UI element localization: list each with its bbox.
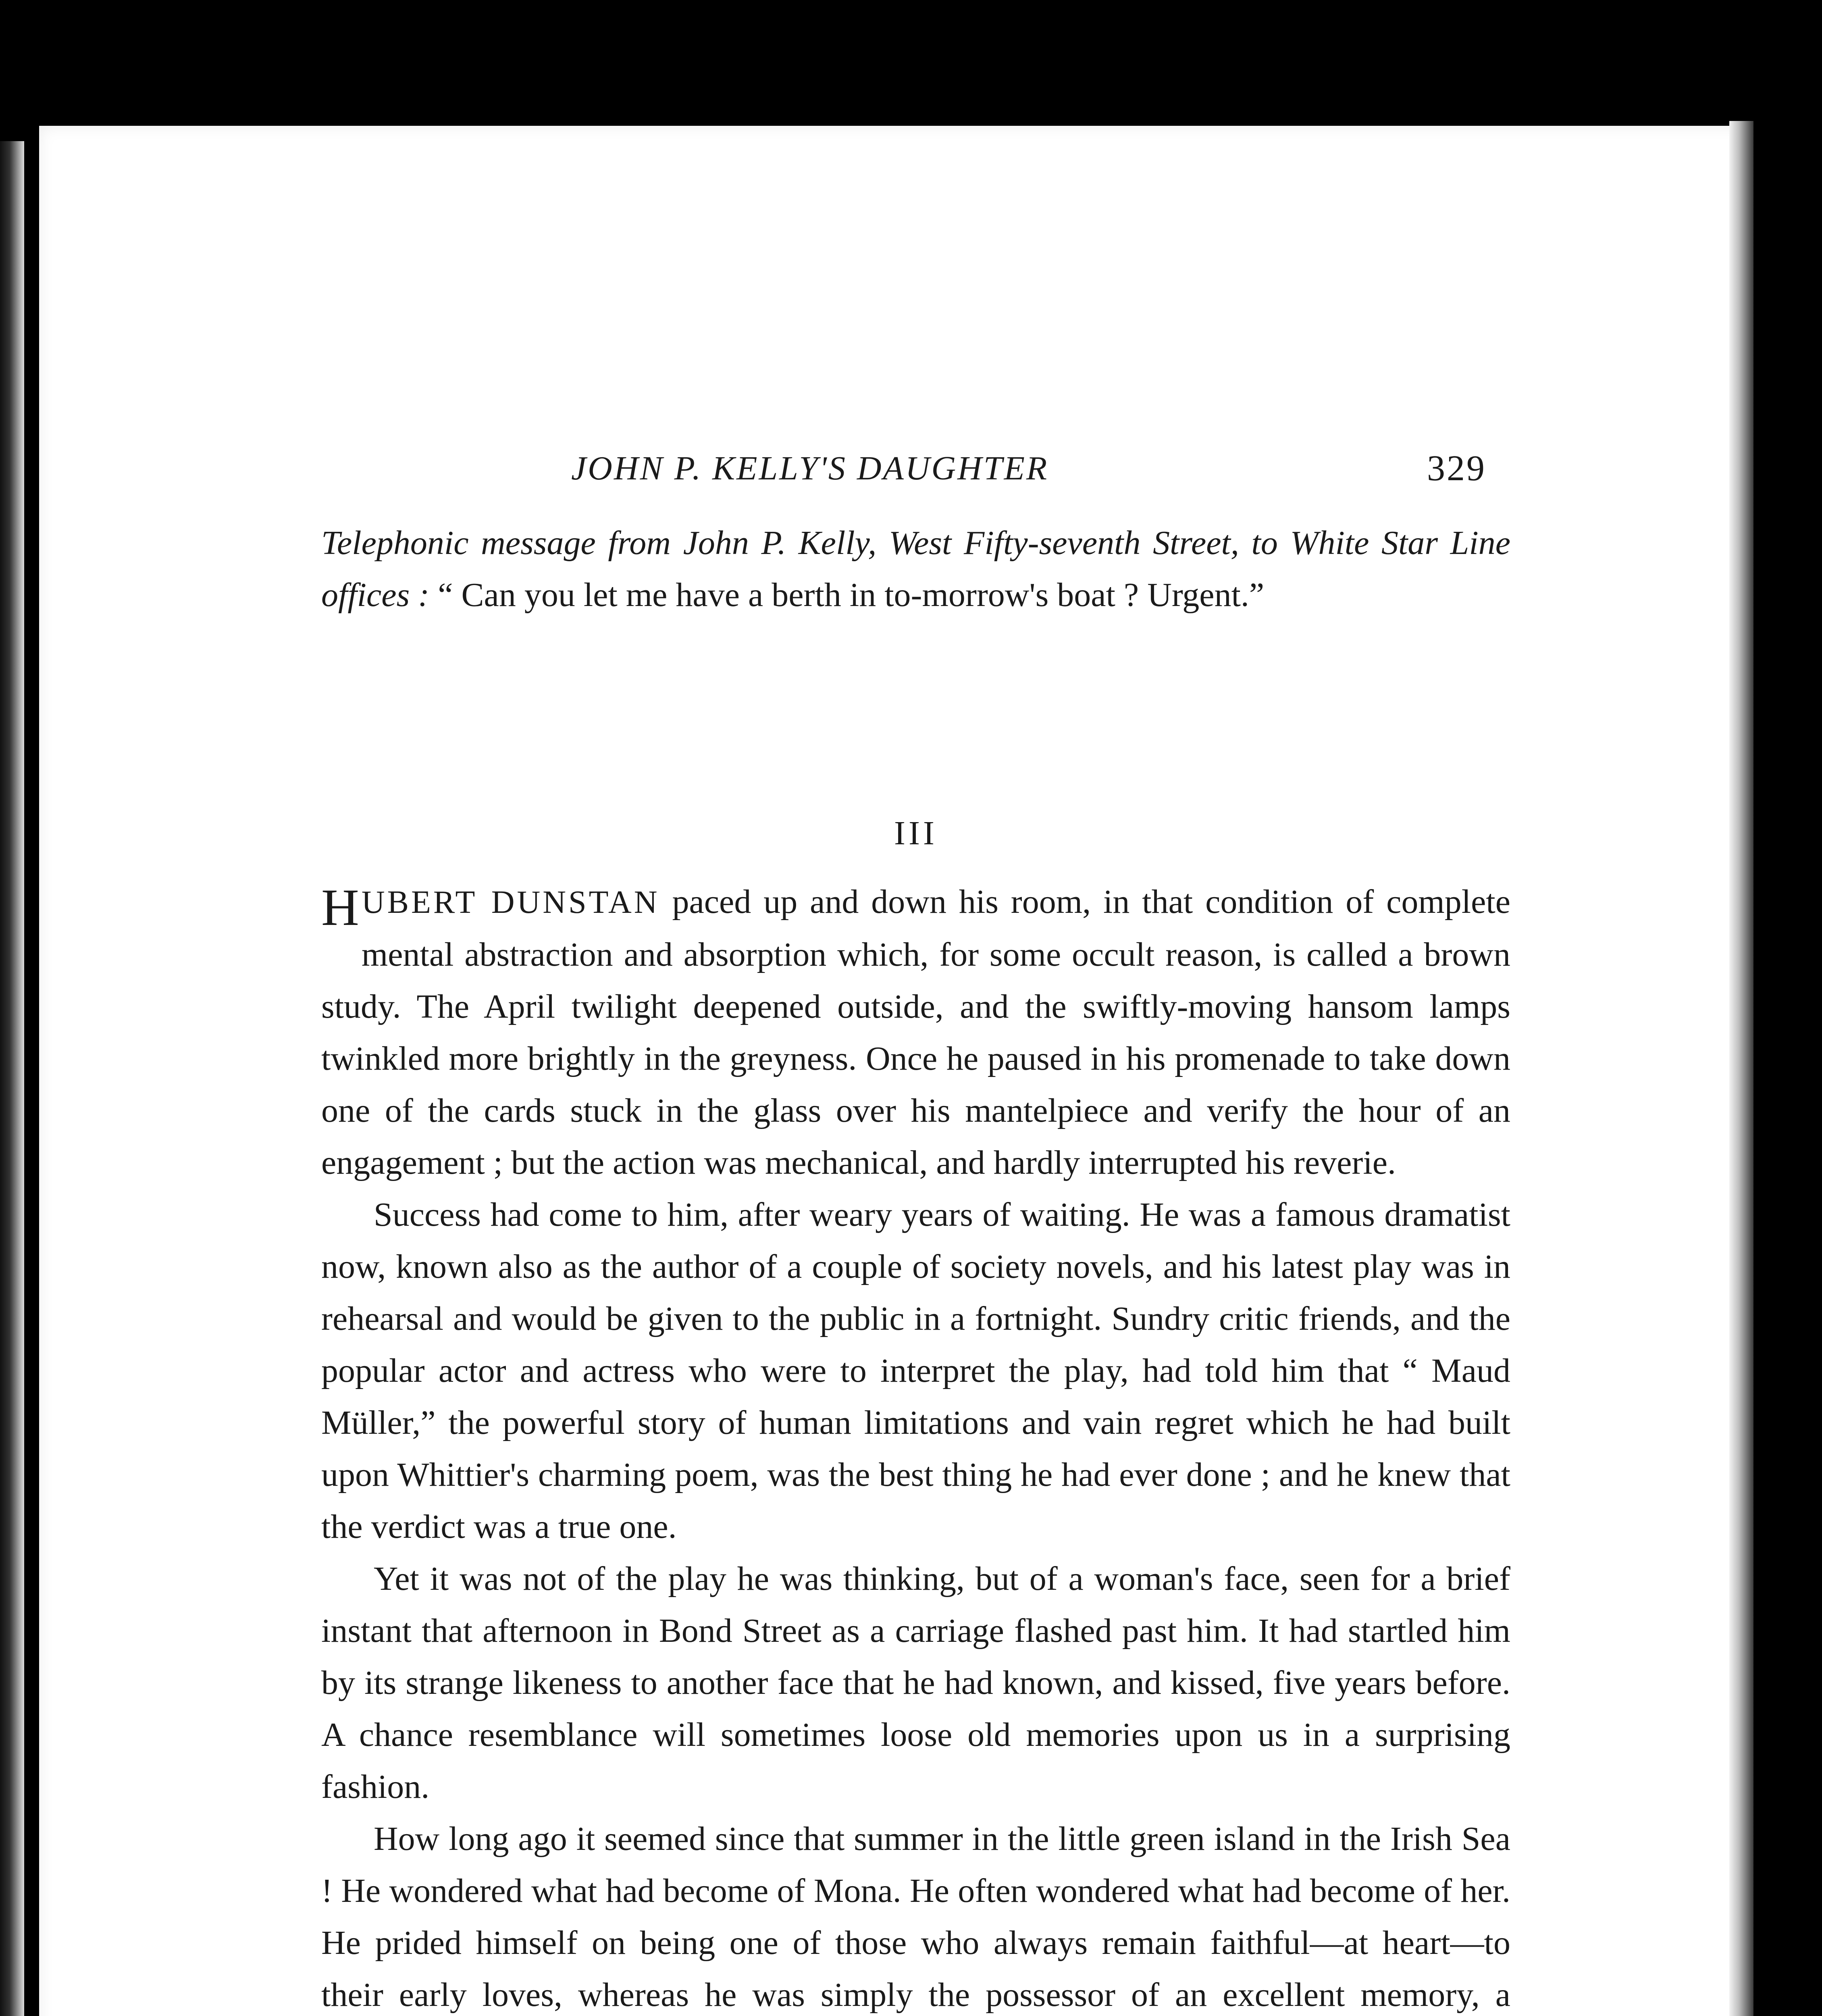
paragraph-4: How long ago it seemed since that summer in the little green island in the Irish Sea ! He wondered what had become of Mona. He often wondered what had become of her. He prided himself on being one of those who always remain faithful—at heart—to their early loves, whereas he was simply the possessor of an excellent memory, a	[321, 1820, 1510, 2014]
telephone-message	[321, 517, 1510, 621]
page-left-shadow	[0, 141, 24, 2016]
drop-cap: H	[321, 879, 359, 937]
page-right-edge	[1729, 121, 1753, 2016]
running-header	[321, 442, 1510, 495]
message-quote: “ Can you let me have a berth in to-morrow's boat ? Urgent.”	[438, 576, 1265, 614]
running-title: JOHN P. KELLY'S DAUGHTER	[571, 450, 1049, 487]
message-italic-lead: Telephonic message from John P. Kelly, West Fifty-seventh Street, to White Star Line offices :	[321, 524, 1510, 614]
chapter-body	[321, 876, 1510, 2016]
paragraph-1-text: paced up and down his room, in that condition of complete mental abstraction and absorption which, for some occult reason, is called a brown study. The April twilight deepened outside, and the swiftly-moving hansom lamps twinkled more brightly in the greyness. Once he paused in his promenade to take down one of the cards stuck in the glass over his mantelpiece and verify the hour of an engagement ; but the action was mechanical, and hardly interrupted his reverie.	[321, 883, 1511, 1181]
paragraph-1-lead: UBERT DUNSTAN	[361, 885, 660, 920]
section-number: III	[894, 814, 938, 852]
paragraph-2: Success had come to him, after weary years of waiting. He was a famous dramatist now, known also as the author of a couple of society novels, and his latest play was in rehearsal and would be given to the public in a fortnight. Sundry critic friends, and the popular actor and actress who were to interpret the play, had told him that “ Maud Müller,” the powerful story of human limitations and vain regret which he had built upon Whittier's charming poem, was the best thing he had ever done ; and he knew that the verdict was a true one.	[321, 1196, 1510, 1545]
book-page	[39, 126, 1747, 2016]
paragraph-1	[321, 876, 1510, 1189]
paragraph-3: Yet it was not of the play he was thinking, but of a woman's face, seen for a brief instant that afternoon in Bond Street as a carriage flashed past him. It had startled him by its strange likeness to another face that he had known, and kissed, five years before. A chance resemblance will sometimes loose old memories upon us in a surprising fashion.	[321, 1560, 1510, 1806]
page-number: 329	[1427, 448, 1486, 488]
